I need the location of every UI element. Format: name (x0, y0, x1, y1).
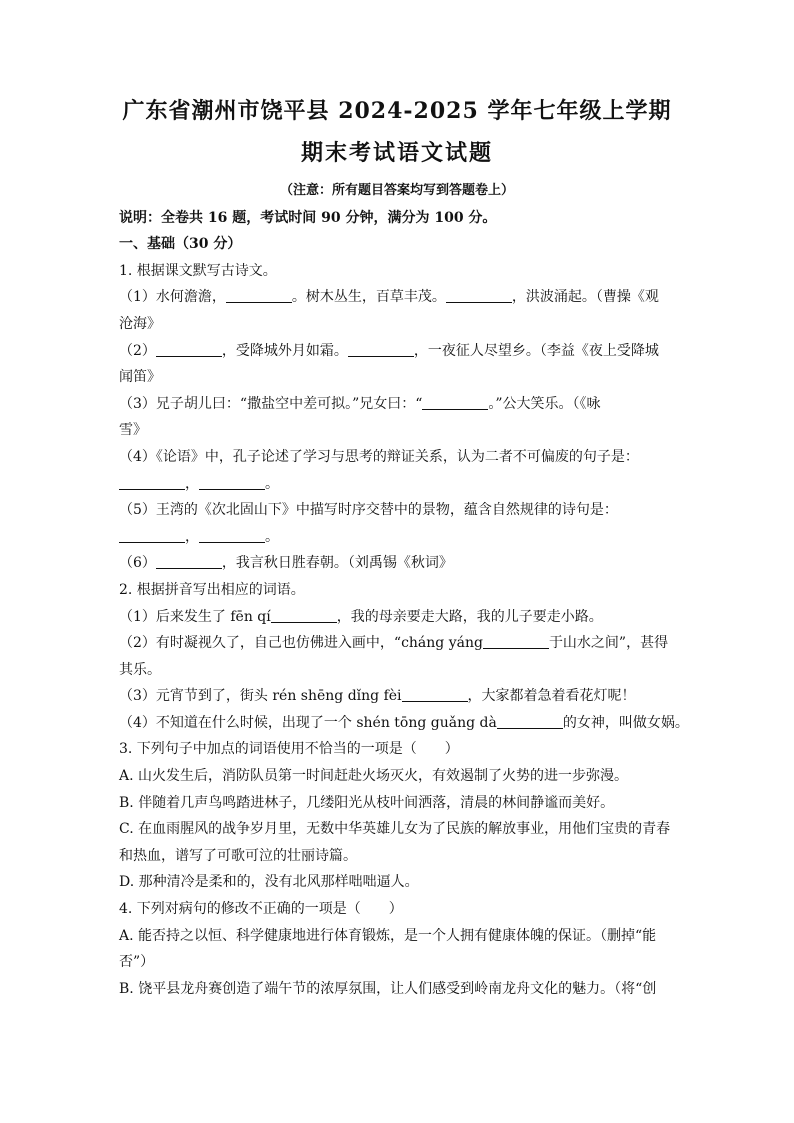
question-2-item-1 (119, 604, 675, 631)
question-3-stem: 3. 下列句子中加点的词语使用不恰当的一项是（ ） (119, 741, 459, 758)
text: 。 (265, 528, 279, 545)
question-4-stem: 4. 下列对病句的修改不正确的一项是（ ） (119, 901, 403, 918)
answer-blank[interactable] (446, 288, 512, 303)
text: ，受降城外月如霜。 (221, 342, 348, 359)
text: （1）水何澹澹， (119, 289, 226, 306)
text: （2）有时凝视久了，自己也仿佛进入画中，“cháng yáng (119, 635, 483, 652)
text: （3）兄子胡儿曰：“撒盐空中差可拟。”兄女曰：“ (119, 395, 423, 412)
text: （4）不知道在什么时候，出现了一个 shén tōng guǎng dà (119, 714, 497, 731)
question-3-option-c: C. 在血雨腥风的战争岁月里，无数中华英雄儿女为了民族的解放事业，用他们宝贵的青春 (119, 821, 671, 838)
question-1-item-4: （4）《论语》中，孔子论述了学习与思考的辩证关系，认为二者不可偏废的句子是： (119, 448, 639, 465)
question-3-option-a: A. 山火发生后，消防队员第一时间赶赴火场灭火，有效遏制了火势的进一步弥漫。 (119, 768, 629, 785)
answer-blank[interactable] (497, 714, 563, 729)
answer-blank[interactable] (271, 608, 337, 623)
exam-content (119, 178, 689, 1002)
answer-blank[interactable] (483, 634, 549, 649)
question-1-item-3-cont: 雪》 (119, 422, 147, 439)
answer-blank[interactable] (119, 528, 185, 543)
answer-blank[interactable] (422, 395, 488, 410)
text: 。 (265, 475, 279, 492)
question-1-item-6 (119, 550, 675, 577)
question-1-item-3 (119, 391, 675, 418)
text: ，洪波涌起。（曹操《观 (511, 289, 659, 306)
text: 。树木丛生，百草丰茂。 (291, 289, 446, 306)
question-2-stem: 2. 根据拼音写出相应的词语。 (119, 581, 305, 598)
answer-blank[interactable] (348, 342, 414, 357)
question-1-item-2 (119, 338, 675, 365)
text: ，我言秋日胜春朝。（刘禹锡《秋词》 (221, 555, 453, 572)
question-2-item-3 (119, 683, 675, 710)
exam-title-line1: 广东省潮州市饶平县 2024-2025 学年七年级上学期 (122, 98, 672, 124)
question-1-item-1-cont: 沧海》 (119, 315, 161, 332)
question-2-item-2 (119, 630, 675, 657)
answer-blank[interactable] (226, 288, 292, 303)
answer-blank[interactable] (402, 687, 468, 702)
question-1-item-1 (119, 284, 675, 311)
text: （1）后来发生了 fēn qí (119, 608, 271, 625)
text: 于山水之间”，甚得 (548, 635, 669, 652)
text: 的女神，叫做女娲。 (562, 714, 689, 731)
answer-blank[interactable] (156, 342, 222, 357)
answer-blank[interactable] (199, 475, 265, 490)
text: （2） (119, 342, 156, 359)
text: ，一夜征人尽望乡。（李益《夜上受降城 (413, 342, 659, 359)
text: ，大家都着急着看花灯呢！ (467, 688, 636, 705)
question-3-option-b: B. 伴随着几声鸟鸣踏进林子，几缕阳光从枝叶间洒落，清晨的林间静谧而美好。 (119, 794, 615, 811)
text: ，我的母亲要走大路，我的儿子要走小路。 (336, 608, 603, 625)
question-4-option-a: A. 能否持之以恒、科学健康地进行体育锻炼，是一个人拥有健康体魄的保证。（删掉“能 (119, 927, 657, 944)
question-4-option-a-cont: 否”） (119, 954, 155, 971)
answer-blank[interactable] (199, 528, 265, 543)
section-heading: 一、基础（30 分） (119, 236, 242, 253)
text: ， (185, 528, 199, 545)
answer-blank[interactable] (156, 554, 222, 569)
question-2-item-4 (119, 710, 689, 737)
text: （3）元宵节到了，街头 rén shēng dǐng fèi (119, 688, 402, 705)
exam-instructions: 说明：全卷共 16 题，考试时间 90 分钟，满分为 100 分。 (119, 209, 497, 226)
question-3-option-d: D. 那种清冷是柔和的，没有北风那样咄咄逼人。 (119, 874, 419, 891)
question-1-stem: 1. 根据课文默写古诗文。 (119, 262, 277, 279)
exam-note: （注意：所有题目答案均写到答题卷上） (279, 183, 514, 198)
text: （6） (119, 555, 156, 572)
question-1-item-2-cont: 闻笛》 (119, 369, 161, 386)
question-1-item-4-answer (119, 471, 675, 498)
question-3-option-c-cont: 和热血，谱写了可歌可泣的壮丽诗篇。 (119, 847, 357, 864)
text: 。”公大笑乐。（《咏 (488, 395, 601, 412)
question-2-item-2-cont: 其乐。 (119, 661, 161, 678)
text: ， (185, 475, 199, 492)
exam-title-line2: 期末考试语文试题 (300, 140, 493, 166)
question-4-option-b: B. 饶平县龙舟赛创造了端午节的浓厚氛围，让人们感受到岭南龙舟文化的魅力。（将“创 (119, 980, 657, 997)
question-1-item-5: （5）王湾的《次北固山下》中描写时序交替中的景物，蕴含自然规律的诗句是： (119, 502, 618, 519)
question-1-item-5-answer (119, 524, 675, 551)
answer-blank[interactable] (119, 475, 185, 490)
